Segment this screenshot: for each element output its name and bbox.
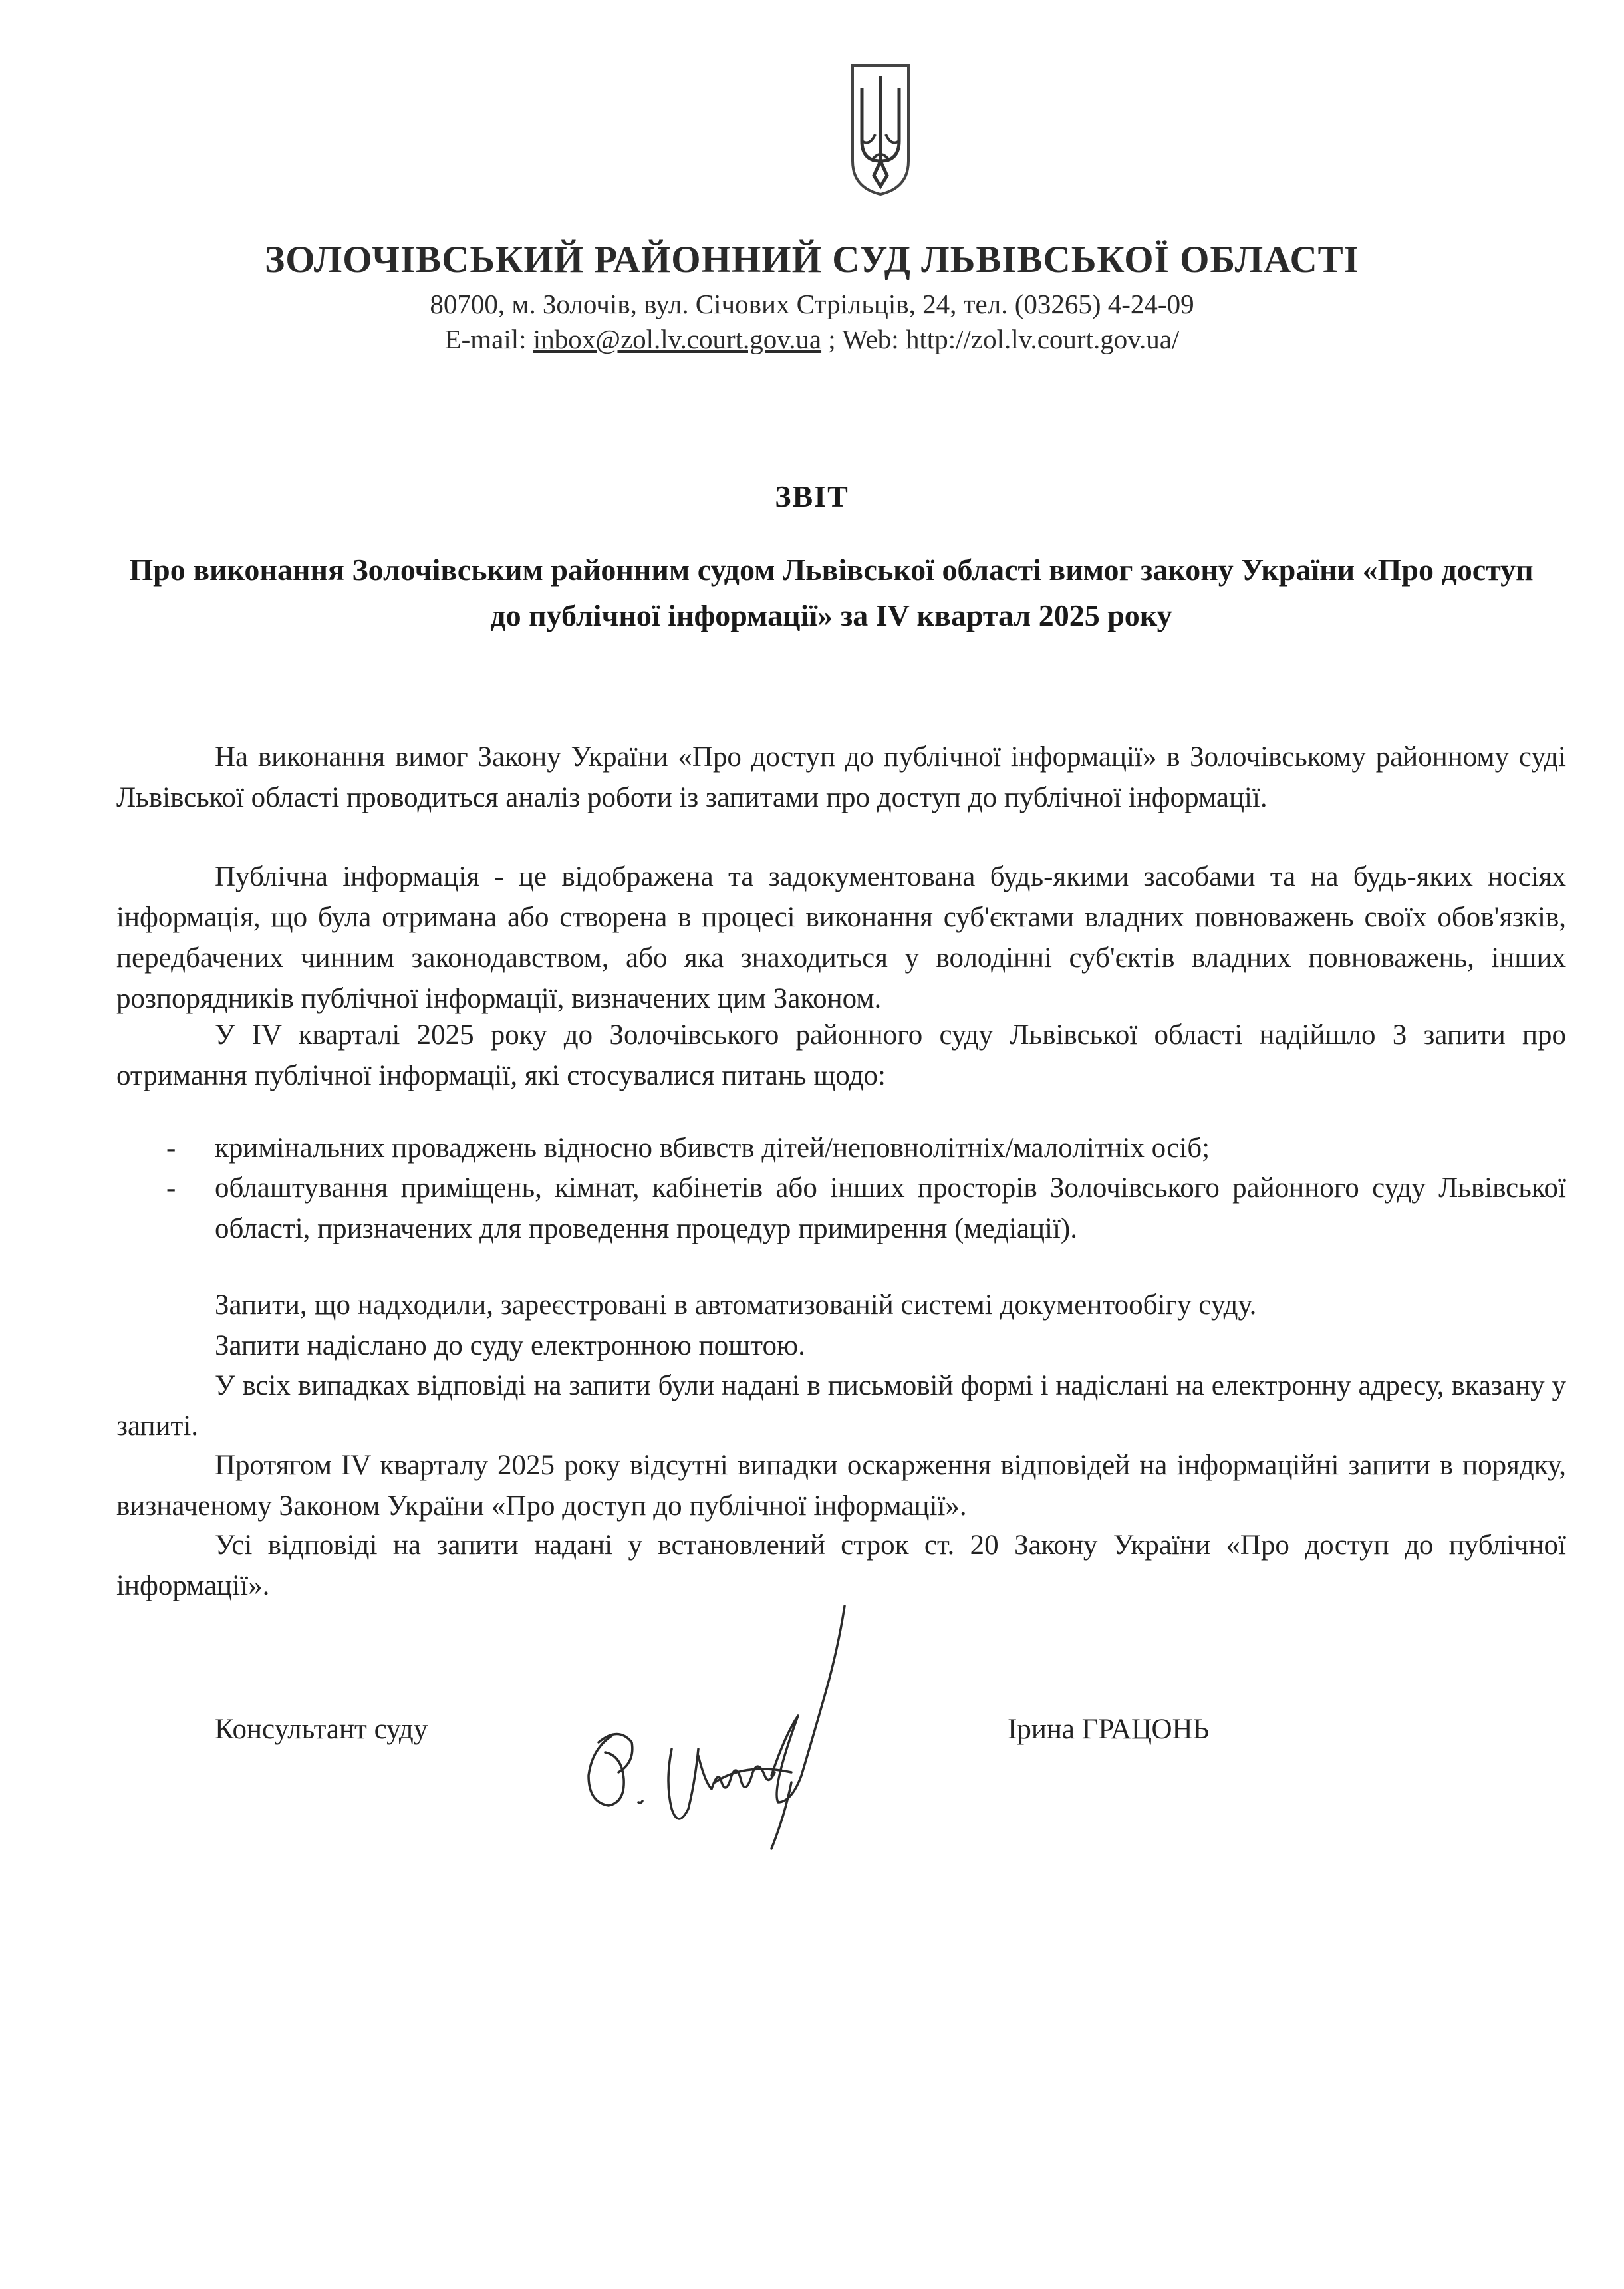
court-name: ЗОЛОЧІВСЬКИЙ РАЙОННИЙ СУД ЛЬВІВСЬКОЇ ОБЛАСТІ: [265, 239, 1359, 281]
paragraph-deadlines: Усі відповіді на запити надані у встановлений строк ст. 20 Закону України «Про доступ до публічної інформації».: [116, 1530, 1566, 1601]
list-item-text: кримінальних проваджень відносно вбивств дітей/неповнолітніх/малолітніх осіб;: [215, 1133, 1210, 1164]
court-address: 80700, м. Золочів, вул. Січових Стрільців, 24, тел. (03265) 4-24-09: [430, 289, 1194, 319]
bullet-dash: -: [166, 1133, 176, 1164]
signer-name: Ірина ГРАЦОНЬ: [1008, 1714, 1210, 1745]
paragraph-requests-count: У IV кварталі 2025 року до Золочівського районного суду Львівської області надійшло 3 запити про отримання публічної інформації, які стосувалися питань щодо:: [116, 1019, 1566, 1091]
trident-coat-of-arms-icon: [849, 61, 912, 198]
paragraph-registration: Запити, що надходили, зареєстровані в автоматизованій системі документообігу суду.: [215, 1289, 1257, 1321]
paragraph-answers: У всіх випадках відповіді на запити були надані в письмовій формі і надіслані на електронну адресу, вказану у запиті.: [116, 1370, 1566, 1442]
email-link[interactable]: inbox@zol.lv.court.gov.ua: [533, 324, 822, 354]
web-link[interactable]: http://zol.lv.court.gov.ua/: [905, 324, 1180, 354]
paragraph-definition: Публічна інформація - це відображена та задокументована будь-якими засобами та на будь-яких носіях інформація, що була отримана або створена в процесі виконання суб'єктами владних повноважень своїх обов'язків, передбачених чинним законодавством, або яка знаходиться у володінні суб'єктів владних повноважень, інших розпорядників публічної інформації, визначених цим Законом.: [116, 861, 1566, 1014]
web-label: ; Web:: [821, 324, 906, 354]
document-title: ЗВІТ: [775, 479, 849, 513]
bullet-dash: -: [166, 1172, 176, 1204]
document-subtitle: Про виконання Золочівським районним судом Львівської області вимог закону України «Про доступ до публічної інформації» за IV квартал 2025 року: [129, 553, 1534, 632]
handwritten-signature-icon: [572, 1583, 884, 1862]
signer-position: Консультант суду: [215, 1714, 428, 1745]
list-item-text: облаштування приміщень, кімнат, кабінетів або інших просторів Золочівського районного суду Львівської області, призначених для проведення процедур примирення (медіації).: [215, 1172, 1566, 1244]
paragraph-appeals: Протягом IV кварталу 2025 року відсутні випадки оскарження відповідей на інформаційні запити в порядку, визначеному Законом України «Про доступ до публічної інформації».: [116, 1450, 1566, 1522]
paragraph-email-sent: Запити надіслано до суду електронною поштою.: [215, 1330, 805, 1361]
paragraph-intro: На виконання вимог Закону України «Про доступ до публічної інформації» в Золочівському районному суді Львівської області проводиться аналіз роботи із запитами про доступ до публічної інформації.: [116, 741, 1566, 813]
court-contacts: [0, 323, 1624, 355]
email-label: E-mail:: [444, 324, 533, 354]
